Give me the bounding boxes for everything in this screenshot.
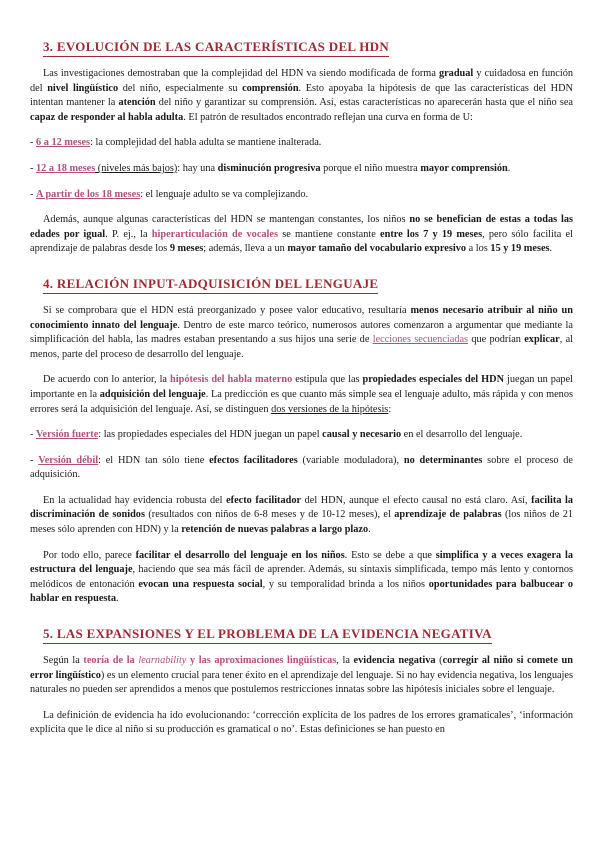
- paragraph: En la actualidad hay evidencia robusta del efecto facilitador del HDN, aunque el efecto causal no está claro. Así, facilita la discriminación de sonidos (resultados con niños de 6-8 meses y de 10-12 meses), el aprendizaje de palabras (los niños de 21 meses sólo aprenden con HDN) y la retención de nuevas palabras a largo plazo.: [30, 494, 573, 536]
- paragraph: Si se comprobara que el HDN está preorganizado y posee valor educativo, resultaría menos necesario atribuir al niño un conocimiento innato del lenguaje. Dentro de este marco teórico, numerosos autores comenzaron a argumentar que mediante la simplificación del habla, las madres estaban presentando a sus hijos una serie de lecciones secuenciadas que podrían explicar, al menos, parte del proceso de desarrollo del lenguaje.: [30, 304, 573, 360]
- section-4-heading: 4. RELACIÓN INPUT-ADQUISICIÓN DEL LENGUAJE: [43, 276, 378, 294]
- list-item: - 12 a 18 meses (niveles más bajos): hay una disminución progresiva porque el niño muestra mayor comprensión.: [30, 162, 511, 174]
- section-3: [30, 38, 573, 257]
- section-5-heading: 5. LAS EXPANSIONES Y EL PROBLEMA DE LA EVIDENCIA NEGATIVA: [43, 626, 492, 644]
- section-3-heading: 3. EVOLUCIÓN DE LAS CARACTERÍSTICAS DEL HDN: [43, 39, 389, 57]
- list-item: - Versión fuerte: las propiedades especiales del HDN juegan un papel causal y necesario en el desarrollo del lenguaje.: [30, 429, 523, 441]
- document-page: [30, 38, 573, 756]
- paragraph: Las investigaciones demostraban que la complejidad del HDN va siendo modificada de forma gradual y cuidadosa en función del nivel lingüístico del niño, especialmente su comprensión. Esto apoyaba la hipótesis de que las características del HDN intentan mantener la atención del niño y garantizar su comprensión. Así, estas características no aparecerán hasta que el niño sea capaz de responder al habla adulta. El patrón de resultados encontrado reflejan una curva en forma de U:: [30, 68, 573, 123]
- section-4: [30, 275, 573, 607]
- section-5: [30, 625, 573, 738]
- list-item: - Versión débil: el HDN tan sólo tiene efectos facilitadores (variable moduladora), no determinantes sobre el proceso de adquisición.: [30, 454, 573, 481]
- paragraph: De acuerdo con lo anterior, la hipótesis del habla materno estipula que las propiedades especiales del HDN juegan un papel importante en la adquisición del lenguaje. La predicción es que cuanto más simple sea el lenguaje adulto, más rápida y con menos errores será la adquisición del lenguaje. Así, se distinguen dos versiones de la hipótesis:: [30, 374, 573, 415]
- paragraph: Por todo ello, parece facilitar el desarrollo del lenguaje en los niños. Esto se debe a que simplifica y a veces exagera la estructura del lenguaje, haciendo que sea más fácil de aprender. Además, su sintaxis simplificada, tempo más lento y contornos melódicos de entonación evocan una respuesta social, y su temporalidad brinda a los niños oportunidades para balbucear o hablar en respuesta.: [30, 549, 574, 605]
- paragraph: Según la teoría de la learnability y las aproximaciones lingüísticas, la evidencia negativa (corregir al niño si comete un error lingüístico) es un elemento crucial para tener éxito en el aprendizaje del lenguaje. Si no hay evidencia negativa, los lenguajes naturales no pueden ser aprendidos a menos que postulemos restricciones innatas sobre las hipótesis iniciales sobre el lenguaje.: [30, 655, 574, 696]
- paragraph: Además, aunque algunas características del HDN se mantengan constantes, los niños no se benefician de estas a todas las edades por igual. P. ej., la hiperarticulación de vocales se mantiene constante entre los 7 y 19 meses, pero sólo facilita el aprendizaje de palabras desde los 9 meses; además, lleva a un mayor tamaño del vocabulario expresivo a los 15 y 19 meses.: [30, 214, 573, 255]
- paragraph: La definición de evidencia ha ido evolucionando: ‘corrección explícita de los padres de los errores gramaticales’, ‘información explícita que le dice al niño si su producción es gramatical o no’. Estas definiciones se han puesto en: [30, 709, 573, 736]
- list-item: - 6 a 12 meses: la complejidad del habla adulta se mantiene inalterada.: [30, 137, 322, 149]
- list-item: - A partir de los 18 meses: el lenguaje adulto se va complejizando.: [30, 188, 309, 200]
